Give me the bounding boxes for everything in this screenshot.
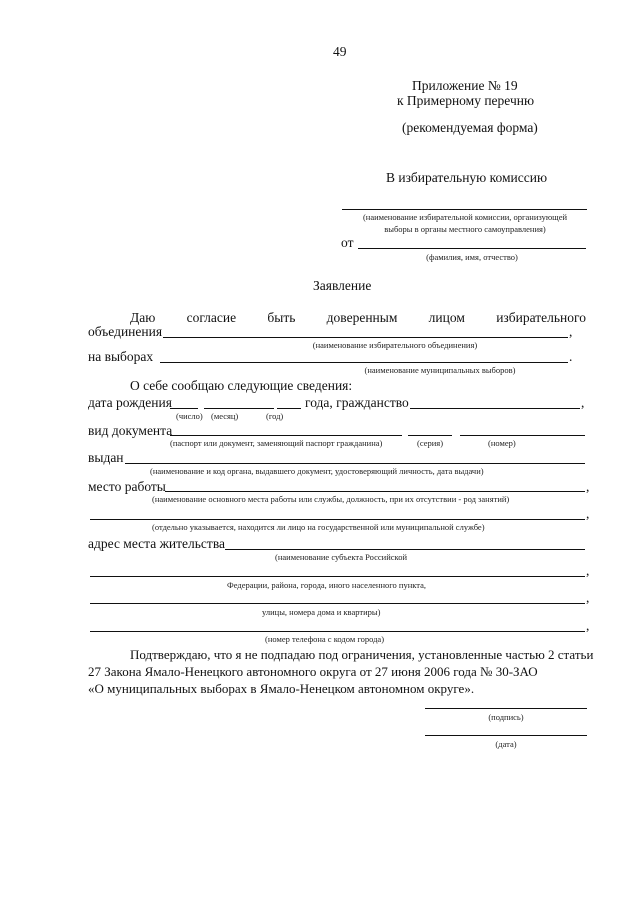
phone-caption: (номер телефона с кодом города) [265,634,385,644]
addressee-title: В избирательную комиссию [386,170,548,185]
consent-row [130,310,586,326]
elections-period: . [569,349,573,364]
consent-word: согласие [186,310,237,325]
association-label: объединения [88,324,163,339]
address-comma-3: , [586,590,590,605]
elections-caption: (наименование муниципальных выборов) [364,365,516,375]
doc-series-line[interactable] [408,435,452,436]
birth-day-line[interactable] [170,408,198,409]
address-caption-2: Федерации, района, города, иного населенного пункта, [227,580,426,590]
birth-year-suffix: года, гражданство [305,395,409,410]
address-comma-2: , [586,563,590,578]
birth-year-line[interactable] [277,408,301,409]
address-line-1[interactable] [225,549,585,550]
address-caption-3: улицы, номера дома и квартиры) [262,607,381,617]
work-line[interactable] [165,491,585,492]
form-note: (рекомендуемая форма) [402,120,538,135]
doc-type-line[interactable] [170,435,402,436]
association-caption: (наименование избирательного объединения) [312,340,478,350]
from-label: от [341,235,354,250]
birth-label: дата рождения [88,395,172,410]
confirm-line-1: Подтверждаю, что я не подпадаю под ограничения, установленные частью 2 статьи [130,647,594,662]
citizenship-line[interactable] [410,408,580,409]
about-self: О себе сообщаю следующие сведения: [130,378,353,393]
elections-line[interactable] [160,362,568,363]
birth-year-caption: (год) [266,411,284,421]
appendix-subtitle: к Примерному перечню [397,93,535,108]
consent-word: лицом [428,310,465,325]
consent-word: быть [267,310,296,325]
work-label: место работы [88,479,166,494]
fio-caption: (фамилия, имя, отчество) [426,252,518,262]
doc-caption: (паспорт или документ, заменяющий паспорт гражданина) [170,438,383,448]
phone-line[interactable] [90,631,585,632]
association-line[interactable] [163,337,568,338]
birth-day-caption: (число) [176,411,203,421]
address-caption-1: (наименование субъекта Российской [275,552,408,562]
consent-word: избирательного [496,310,586,325]
statement-title: Заявление [313,278,372,293]
address-line-2[interactable] [90,576,585,577]
signature-line[interactable] [425,708,587,709]
page-number: 49 [333,44,347,59]
citizenship-comma: , [581,395,585,410]
commission-caption-2: выборы в органы местного самоуправления) [384,224,546,234]
issued-line[interactable] [125,463,585,464]
birth-month-caption: (месяц) [211,411,239,421]
service-line[interactable] [90,519,585,520]
work-caption: (наименование основного места работы или службы, должность, при их отсутствии - род занятий) [152,494,510,504]
consent-word: Даю [130,310,156,325]
doc-number-line[interactable] [460,435,585,436]
elections-label: на выборах [88,349,154,364]
issued-caption: (наименование и код органа, выдавшего документ, удостоверяющий личность, дата выдачи) [150,466,484,476]
issued-label: выдан [88,450,124,465]
series-caption: (серия) [417,438,444,448]
work-comma: , [586,479,590,494]
service-caption: (отдельно указывается, находится ли лицо на государственной или муниципальной службе) [152,522,485,532]
signature-caption: (подпись) [488,712,524,722]
birth-month-line[interactable] [204,408,274,409]
number-caption: (номер) [488,438,516,448]
confirm-line-2: 27 Закона Ямало-Ненецкого автономного округа от 27 июня 2006 года № 30-ЗАО [88,664,538,679]
commission-name-line[interactable] [342,209,587,210]
fio-line[interactable] [358,248,586,249]
appendix-title: Приложение № 19 [412,78,518,93]
date-line[interactable] [425,735,587,736]
service-comma: , [586,506,590,521]
confirm-line-3: «О муниципальных выборах в Ямало-Ненецком автономном округе». [88,681,475,696]
doc-label: вид документа [88,423,173,438]
consent-word: доверенным [326,310,398,325]
association-comma: , [569,324,573,339]
commission-caption-1: (наименование избирательной комиссии, организующей [362,212,568,222]
address-label: адрес места жительства [88,536,226,551]
date-caption: (дата) [495,739,517,749]
phone-comma: , [586,618,590,633]
address-line-3[interactable] [90,603,585,604]
